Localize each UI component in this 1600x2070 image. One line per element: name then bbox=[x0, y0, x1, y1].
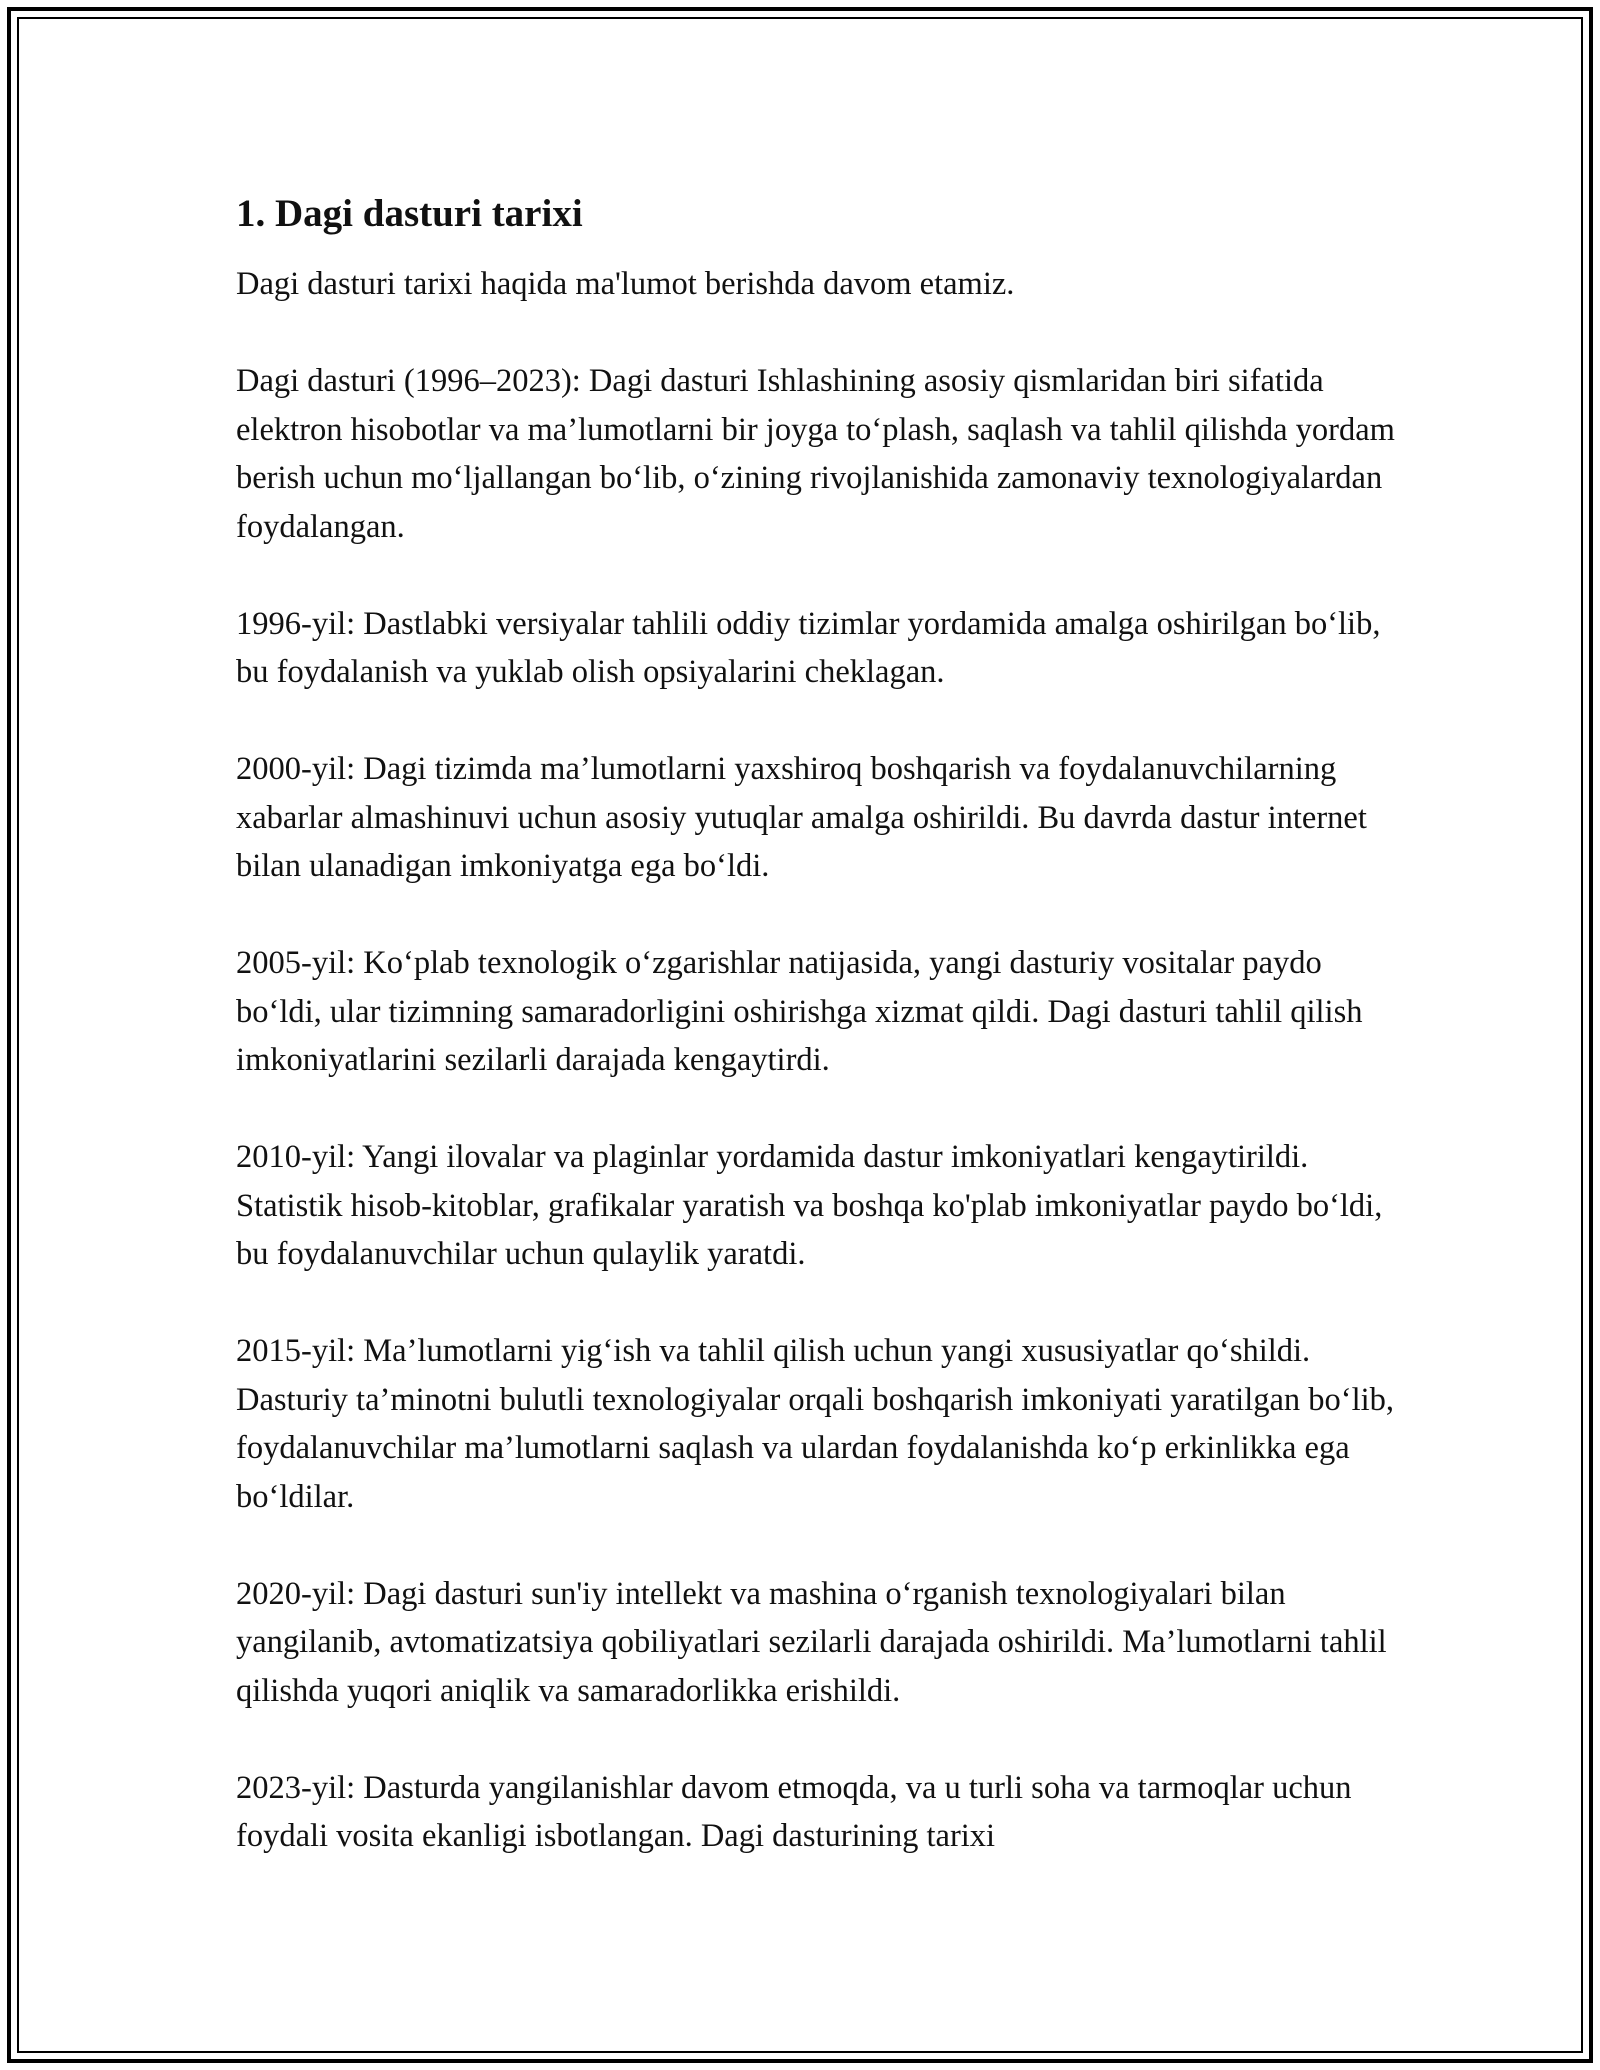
section-heading: 1. Dagi dasturi tarixi bbox=[236, 192, 583, 235]
paragraph-2023: 2023-yil: Dasturda yangilanishlar davom etmoqda, va u turli soha va tarmoqlar uchun foydali vosita ekanligi isbotlangan. Dagi dasturining tarixi bbox=[236, 1769, 1352, 1854]
paragraph-1996: 1996-yil: Dastlabki versiyalar tahlili oddiy tizimlar yordamida amalga oshirilgan bo‘lib, bu foydalanish va yuklab olish opsiyalarini cheklagan. bbox=[236, 605, 1381, 690]
paragraph-2015: 2015-yil: Ma’lumotlarni yig‘ish va tahlil qilish uchun yangi xususiyatlar qo‘shildi. Dasturiy ta’minotni bulutli texnologiyalar orqali boshqarish imkoniyati yaratilgan bo‘lib, foydalanuvchilar ma’lumotlarni saqlash va ulardan foydalanishda ko‘p erkinlikka ega bo‘ldilar. bbox=[236, 1333, 1395, 1515]
paragraph-2010: 2010-yil: Yangi ilovalar va plaginlar yordamida dastur imkoniyatlari kengaytirildi. Statistik hisob-kitoblar, grafikalar yaratish va boshqa ko'plab imkoniyatlar paydo bo‘ldi, bu foydalanuvchilar uchun qulaylik yaratdi. bbox=[236, 1139, 1383, 1272]
paragraph-2000: 2000-yil: Dagi tizimda ma’lumotlarni yaxshiroq boshqarish va foydalanuvchilarning xabarlar almashinuvi uchun asosiy yutuqlar amalga oshirildi. Bu davrda dastur internet bilan ulanadigan imkoniyatga ega bo‘ldi. bbox=[236, 751, 1367, 884]
document-body bbox=[236, 190, 1396, 1909]
paragraph-intro: Dagi dasturi tarixi haqida ma'lumot berishda davom etamiz. bbox=[236, 266, 1015, 302]
paragraph-2005: 2005-yil: Ko‘plab texnologik o‘zgarishlar natijasida, yangi dasturiy vositalar paydo bo‘ldi, ular tizimning samaradorligini oshirishga xizmat qildi. Dagi dasturi tahlil qilish imkoniyatlarini sezilarli darajada kengaytirdi. bbox=[236, 945, 1363, 1078]
paragraph-2020: 2020-yil: Dagi dasturi sun'iy intellekt va mashina o‘rganish texnologiyalari bilan yangilanib, avtomatizatsiya qobiliyatlari sezilarli darajada oshirildi. Ma’lumotlarni tahlil qilishda yuqori aniqlik va samaradorlikka erishildi. bbox=[236, 1575, 1387, 1709]
paragraph-overview: Dagi dasturi (1996–2023): Dagi dasturi Ishlashining asosiy qismlaridan biri sifatida elektron hisobotlar va ma’lumotlarni bir joyga to‘plash, saqlash va tahlil qilishda yordam berish uchun mo‘ljallangan bo‘lib, o‘zining rivojlanishida zamonaviy texnologiyalardan foydalangan. bbox=[236, 363, 1395, 545]
